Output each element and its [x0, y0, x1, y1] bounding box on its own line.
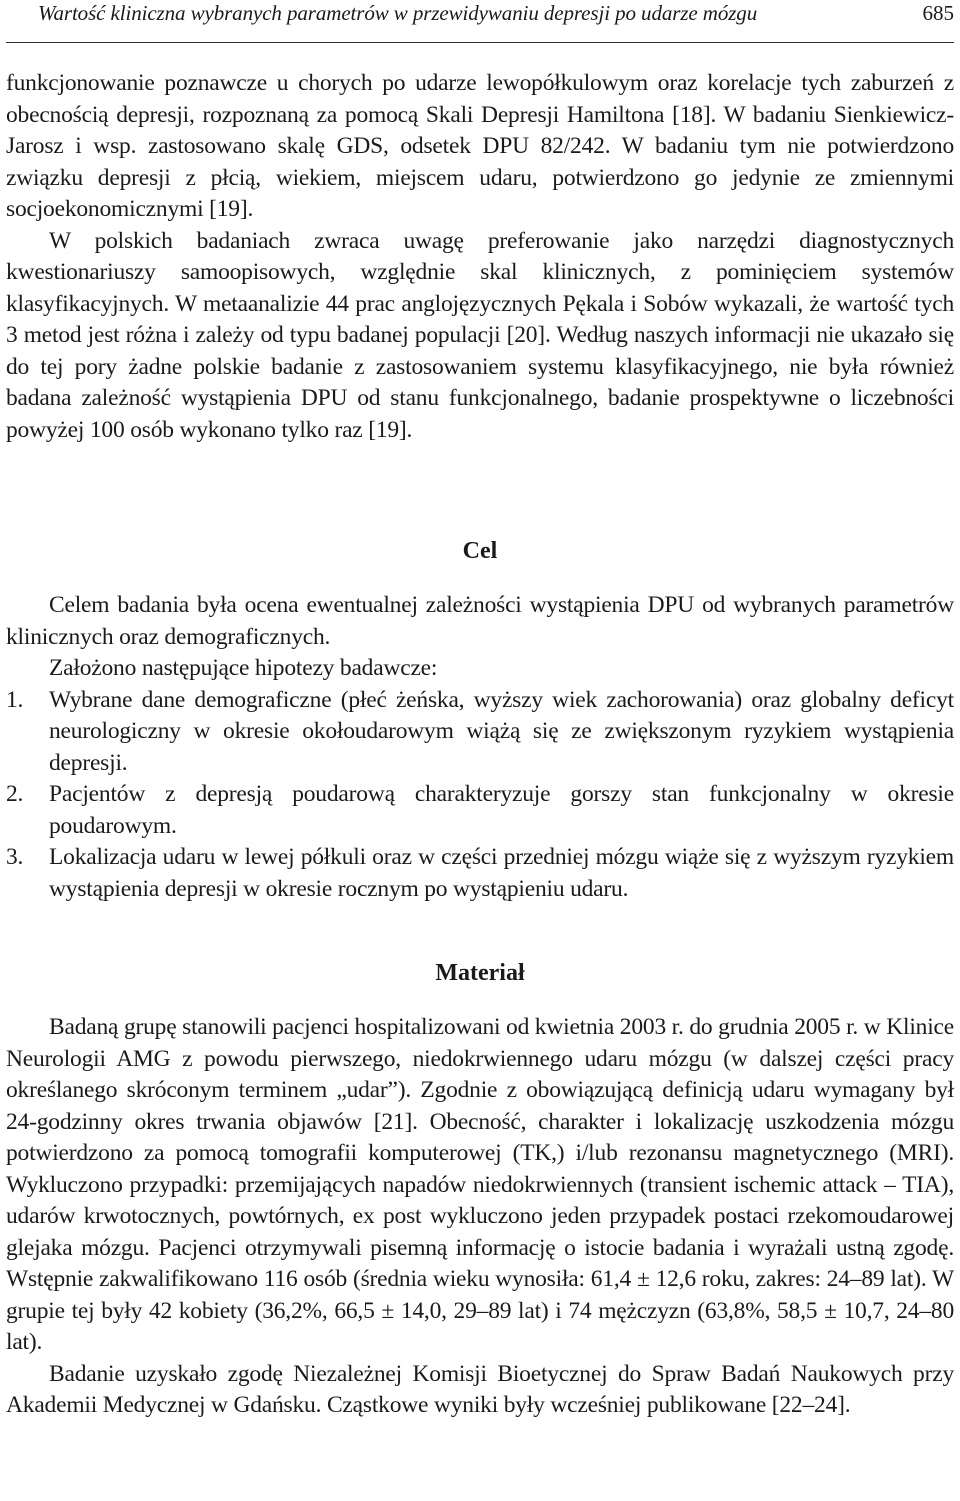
cel-section [6, 590, 954, 905]
hypothesis-item [6, 842, 954, 905]
hypothesis-item [6, 685, 954, 780]
hypotheses-list [6, 685, 954, 906]
material-section [6, 1012, 954, 1422]
hypothesis-text: Pacjentów z depresją poudarową charakteryzuje gorszy stan funkcjonalny w okresie poudarowym. [49, 781, 954, 839]
cel-paragraph-2: Założono następujące hipotezy badawcze: [49, 655, 438, 681]
hypothesis-number: 3. [6, 844, 24, 870]
intro-paragraph-1: funkcjonowanie poznawcze u chorych po udarze lewopółkulowym oraz korelacje tych zaburzeń z obecnością depresji, rozpoznaną za pomocą Skali Depresji Hamiltona [18]. W badaniu Sienkiewicz-Jarosz i wsp. zastosowano skalę GDS, odsetek DPU 82/242. W badaniu tym nie potwierdzono związku depresji z płcią, wiekiem, miejscem udaru, potwierdzono go jedynie ze zmiennymi socjoekonomicznymi [19]. [6, 70, 954, 222]
running-title: Wartość kliniczna wybranych parametrów w przewidywaniu depresji po udarze mózgu [38, 1, 758, 25]
hypothesis-number: 2. [6, 781, 24, 807]
hypothesis-text: Lokalizacja udaru w lewej półkuli oraz w części przedniej mózgu wiąże się z wyższym ryzykiem wystąpienia depresji w okresie rocznym po wystąpieniu udaru. [49, 844, 954, 902]
hypothesis-item [6, 779, 954, 842]
page-number: 685 [922, 1, 954, 25]
intro-paragraph-2: W polskich badaniach zwraca uwagę preferowanie jako narzędzi diagnostycznych kwestionariuszy samoopisowych, względnie skal klinicznych, z pominięciem systemów klasyfikacyjnych. W metaanalizie 44 prac anglojęzycznych Pękala i Sobów wykazali, że wartość tych 3 metod jest różna i zależy od typu badanej populacji [20]. Według naszych informacji nie ukazało się do tej pory żadne polskie badanie z zastosowaniem systemu klasyfikacyjnego, nie była również badana zależność wystąpienia DPU od stanu funkcjonalnego, badanie prospektywne o liczebności powyżej 100 osób wykonano tylko raz [19]. [6, 227, 954, 443]
section-heading-material: Materiał [435, 960, 525, 986]
section-heading-cel: Cel [462, 538, 498, 564]
running-header [6, 0, 954, 43]
material-paragraph-2: Badanie uzyskało zgodę Niezależnej Komisji Bioetycznej do Spraw Badań Naukowych przy Akademii Medycznej w Gdańsku. Cząstkowe wyniki były wcześniej publikowane [22–24]. [6, 1360, 954, 1418]
hypothesis-text: Wybrane dane demograficzne (płeć żeńska, wyższy wiek zachorowania) oraz globalny deficyt neurologiczny w okresie okołoudarowym wiążą się ze zwiększonym ryzykiem wystąpienia depresji. [49, 686, 954, 776]
material-paragraph-1: Badaną grupę stanowili pacjenci hospitalizowani od kwietnia 2003 r. do grudnia 2005 r. w Klinice Neurologii AMG z powodu pierwszego, niedokrwiennego udaru mózgu (w dalszej części pracy określanego skróconym terminem „udar”). Zgodnie z obowiązującą definicją udaru wymagany był 24-godzinny okres trwania objawów [21]. Obecność, charakter i lokalizację uszkodzenia mózgu potwierdzono za pomocą tomografii komputerowej (TK,) i/lub rezonansu magnetycznego (MRI). Wykluczono przypadki: przemijających napadów niedokrwiennych (transient ischemic attack – TIA), udarów krwotocznych, powtórnych, ex post wykluczono jeden przypadek postaci rzekomoudarowej glejaka mózgu. Pacjenci otrzymywali pisemną informację o istocie badania i wyrażali ustną zgodę. Wstępnie zakwalifikowano 116 osób (średnia wieku wynosiła: 61,4 ± 12,6 roku, zakres: 24–89 lat). W grupie tej były 42 kobiety (36,2%, 66,5 ± 14,0, 29–89 lat) i 74 mężczyzn (63,8%, 58,5 ± 10,7, 24–80 lat). [6, 1014, 954, 1355]
intro-section [6, 68, 954, 446]
hypothesis-number: 1. [6, 686, 24, 713]
cel-paragraph-1: Celem badania była ocena ewentualnej zależności wystąpienia DPU od wybranych parametrów klinicznych oraz demograficznych. [6, 592, 954, 650]
